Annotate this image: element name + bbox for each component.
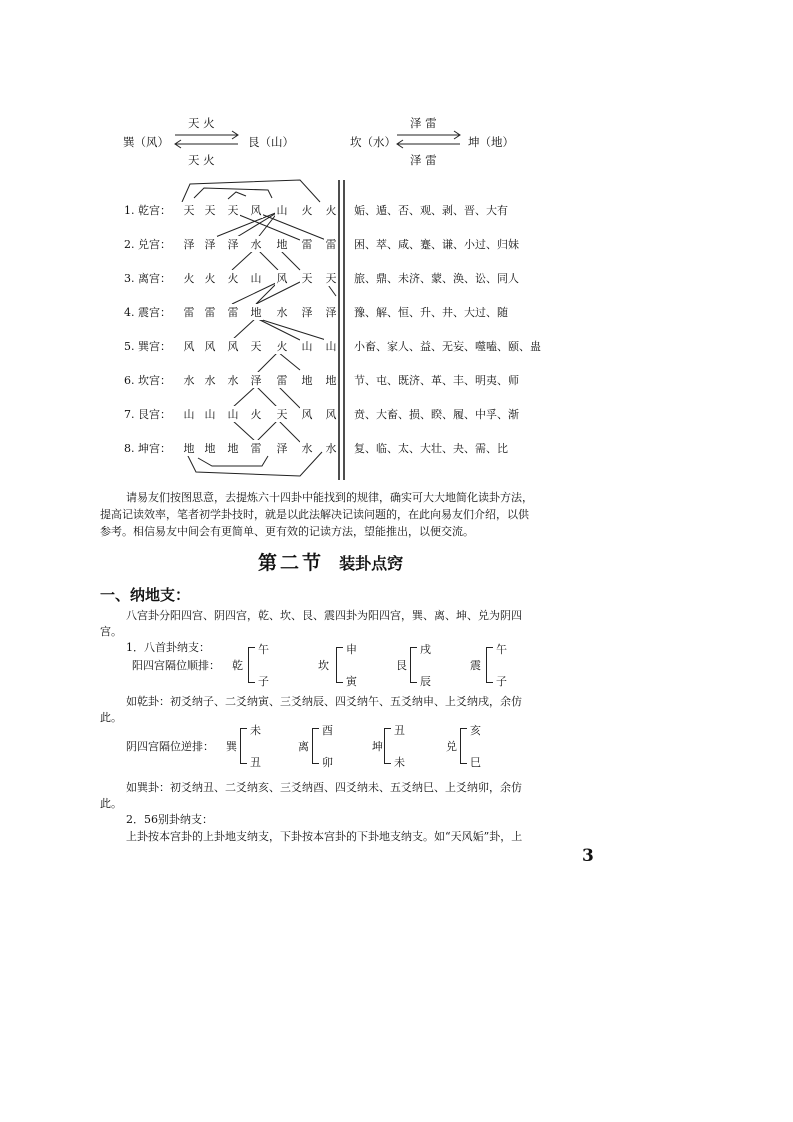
palace-trigram-cell: 风	[204, 340, 216, 353]
branch-top: 酉	[322, 724, 333, 737]
branch-top: 未	[250, 724, 261, 737]
palace-trigram-cell: 泽	[301, 306, 313, 319]
palace-name: 坤	[372, 740, 383, 753]
palace-hexagram-list: 姤、遁、否、观、剥、晋、大有	[354, 204, 508, 217]
palace-trigram-cell: 地	[325, 374, 337, 387]
palace-trigram-cell: 地	[183, 442, 195, 455]
heading-na-di-zhi: 一、纳地支：	[100, 586, 191, 604]
palace-trigram-cell: 风	[183, 340, 195, 353]
branch-top: 戌	[420, 643, 431, 656]
palace-hexagram-list: 小畜、家人、益、无妄、噬嗑、颐、蛊	[354, 340, 541, 353]
palace-name: 艮	[396, 659, 407, 672]
palace-row-label: 8. 坤宫：	[124, 442, 171, 455]
yang-label: 阳四宫隔位顺排：	[132, 659, 220, 672]
branch-bottom: 寅	[346, 675, 357, 688]
palace-trigram-cell: 天	[227, 204, 239, 217]
brace-bracket	[486, 647, 493, 683]
palace-trigram-cell: 地	[301, 374, 313, 387]
branch-bottom: 丑	[250, 756, 261, 769]
palace-trigram-cell: 天	[301, 272, 313, 285]
palace-trigram-cell: 雷	[204, 306, 216, 319]
last-line: 上卦按本宫卦的上卦地支纳支，下卦按本宫卦的下卦地支纳支。如“天风姤”卦，上	[126, 830, 523, 843]
palace-hexagram-list: 旅、鼎、未济、蒙、涣、讼、同人	[354, 272, 519, 285]
palace-trigram-cell: 山	[227, 408, 239, 421]
branch-bottom: 巳	[470, 756, 481, 769]
brace-bracket	[460, 728, 467, 764]
palace-trigram-cell: 水	[183, 374, 195, 387]
arrow-label-upper-right: 泽 雷	[410, 116, 437, 130]
palace-trigram-cell: 泽	[227, 238, 239, 251]
palace-trigram-cell: 雷	[250, 442, 262, 455]
yang-example-line-2: 此。	[100, 711, 122, 724]
palace-trigram-cell: 火	[204, 272, 216, 285]
brace-bracket	[384, 728, 391, 764]
palace-trigram-cell: 火	[301, 204, 313, 217]
section-number: 第二节	[258, 552, 325, 574]
sub-heading-1: 1．八首卦纳支：	[126, 641, 210, 654]
palace-row-label: 1. 乾宫：	[124, 204, 171, 217]
palace-hexagram-list: 复、临、太、大壮、夬、需、比	[354, 442, 508, 455]
arrow-label-lower-right: 泽 雷	[410, 153, 437, 167]
trigram-kun: 坤（地）	[468, 135, 514, 149]
palace-trigram-cell: 风	[250, 204, 262, 217]
trigram-kan: 坎（水）	[350, 135, 396, 149]
palace-trigram-cell: 火	[183, 272, 195, 285]
palace-hexagram-list: 贲、大畜、损、睽、履、中孚、渐	[354, 408, 519, 421]
arrow-label-upper-left: 天 火	[188, 116, 215, 130]
palace-row-label: 2. 兑宫：	[124, 238, 171, 251]
palace-trigram-cell: 雷	[301, 238, 313, 251]
palace-row-label: 7. 艮宫：	[124, 408, 171, 421]
intro-line-3: 参考。相信易友中间会有更简单、更有效的记读方法，望能推出，以便交流。	[100, 525, 474, 538]
branch-top: 午	[496, 643, 507, 656]
palace-trigram-cell: 地	[227, 442, 239, 455]
branch-top: 申	[346, 643, 357, 656]
palace-trigram-cell: 天	[204, 204, 216, 217]
palace-row-label: 5. 巽宫：	[124, 340, 171, 353]
palace-trigram-cell: 地	[250, 306, 262, 319]
palace-trigram-cell: 山	[325, 340, 337, 353]
brace-bracket	[312, 728, 319, 764]
palace-trigram-cell: 水	[204, 374, 216, 387]
palace-trigram-cell: 泽	[325, 306, 337, 319]
palace-hexagram-list: 节、屯、既济、革、丰、明夷、师	[354, 374, 519, 387]
section-name: 装卦点窍	[339, 554, 404, 573]
palace-trigram-cell: 山	[276, 204, 288, 217]
intro-line-1: 请易友们按图思意，去提炼六十四卦中能找到的规律，确实可大大地简化读卦方法，	[126, 491, 533, 504]
branch-bottom: 卯	[322, 756, 333, 769]
palace-name: 离	[298, 740, 309, 753]
palace-trigram-cell: 风	[301, 408, 313, 421]
palace-trigram-cell: 火	[325, 204, 337, 217]
palace-hexagram-list: 困、萃、咸、蹇、谦、小过、归妹	[354, 238, 519, 251]
palace-trigram-cell: 地	[204, 442, 216, 455]
palace-trigram-cell: 雷	[276, 374, 288, 387]
palace-trigram-cell: 风	[325, 408, 337, 421]
palace-trigram-cell: 泽	[276, 442, 288, 455]
section-title	[258, 548, 403, 575]
palace-trigram-cell: 风	[276, 272, 288, 285]
para1-line-2: 宫。	[100, 625, 122, 638]
palace-trigram-cell: 风	[227, 340, 239, 353]
branch-bottom: 未	[394, 756, 405, 769]
palace-trigram-cell: 天	[250, 340, 262, 353]
palace-trigram-cell: 火	[250, 408, 262, 421]
yang-example-line-1: 如乾卦：初爻纳子、二爻纳寅、三爻纳辰、四爻纳午、五爻纳申、上爻纳戌，余仿	[126, 695, 522, 708]
palace-trigram-cell: 水	[250, 238, 262, 251]
branch-bottom: 辰	[420, 675, 431, 688]
sub-heading-2: 2．56别卦纳支：	[126, 813, 213, 826]
palace-name: 乾	[232, 659, 243, 672]
palace-trigram-cell: 火	[227, 272, 239, 285]
palace-trigram-cell: 山	[301, 340, 313, 353]
palace-trigram-cell: 水	[325, 442, 337, 455]
palace-trigram-cell: 泽	[250, 374, 262, 387]
palace-trigram-cell: 雷	[227, 306, 239, 319]
palace-trigram-cell: 泽	[183, 238, 195, 251]
brace-bracket	[410, 647, 417, 683]
yin-example-line-2: 此。	[100, 797, 122, 810]
palace-name: 巽	[226, 740, 237, 753]
palace-trigram-cell: 泽	[204, 238, 216, 251]
palace-name: 震	[470, 659, 481, 672]
palace-trigram-cell: 天	[325, 272, 337, 285]
arrow-label-lower-left: 天 火	[188, 153, 215, 167]
brace-bracket	[248, 647, 255, 683]
palace-trigram-cell: 山	[183, 408, 195, 421]
palace-trigram-cell: 山	[250, 272, 262, 285]
palace-name: 坎	[318, 659, 329, 672]
page-number: 3	[582, 846, 594, 866]
palace-name: 兑	[446, 740, 457, 753]
palace-trigram-cell: 雷	[183, 306, 195, 319]
palace-trigram-cell: 水	[227, 374, 239, 387]
branch-top: 丑	[394, 724, 405, 737]
trigram-gen: 艮（山）	[248, 135, 294, 149]
palace-trigram-cell: 地	[276, 238, 288, 251]
palace-trigram-cell: 水	[301, 442, 313, 455]
intro-line-2: 提高记读效率，笔者初学卦技时，就是以此法解决记读问题的，在此向易友们介绍，以供	[100, 508, 529, 521]
palace-hexagram-list: 豫、解、恒、升、井、大过、随	[354, 306, 508, 319]
brace-bracket	[336, 647, 343, 683]
branch-bottom: 子	[258, 675, 269, 688]
palace-row-label: 6. 坎宫：	[124, 374, 171, 387]
yin-label: 阴四宫隔位逆排：	[126, 740, 214, 753]
para1-line-1: 八宫卦分阳四宫、阴四宫，乾、坎、艮、震四卦为阳四宫，巽、离、坤、兑为阴四	[126, 609, 522, 622]
palace-trigram-cell: 天	[183, 204, 195, 217]
branch-top: 亥	[470, 724, 481, 737]
palace-trigram-cell: 天	[276, 408, 288, 421]
brace-bracket	[240, 728, 247, 764]
palace-trigram-cell: 水	[276, 306, 288, 319]
palace-trigram-cell: 火	[276, 340, 288, 353]
palace-trigram-cell: 山	[204, 408, 216, 421]
branch-top: 午	[258, 643, 269, 656]
palace-trigram-cell: 雷	[325, 238, 337, 251]
palace-row-label: 3. 离宫：	[124, 272, 171, 285]
yin-example-line-1: 如巽卦：初爻纳丑、二爻纳亥、三爻纳酉、四爻纳未、五爻纳巳、上爻纳卯，余仿	[126, 781, 522, 794]
trigram-xun: 巽（风）	[123, 135, 169, 149]
branch-bottom: 子	[496, 675, 507, 688]
palace-row-label: 4. 震宫：	[124, 306, 171, 319]
